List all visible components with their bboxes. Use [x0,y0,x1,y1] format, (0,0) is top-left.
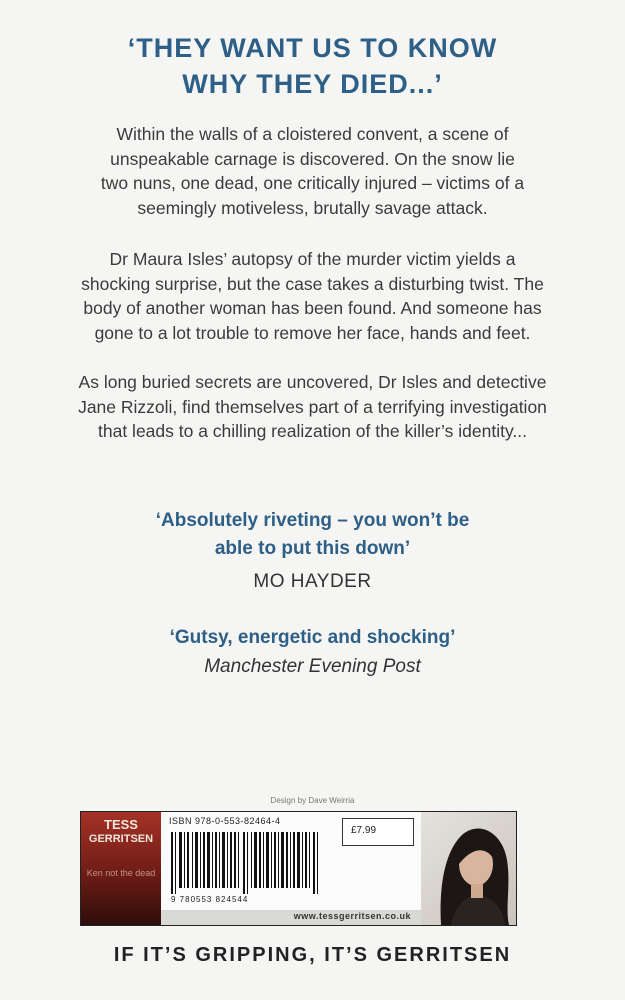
review-quote-2 [0,624,625,652]
blurb-line: unspeakable carnage is discovered. On the snow lie [110,148,515,169]
blurb-line: body of another woman has been found. And someone has [83,298,542,318]
blurb-paragraph-2 [6,247,619,345]
website-url: www.tessgerritsen.co.uk [293,911,411,921]
barcode-digits: 9 780553 824544 [171,895,249,904]
mini-cover-author-first: TESS [104,817,138,832]
barcode-panel [161,812,421,910]
mini-cover-author-last: GERRITSEN [88,833,154,845]
price-box [342,818,414,846]
blurb-line: gone to a lot trouble to remove her face, hands and feet. [94,322,531,343]
mini-cover-title: Ken not the dead [86,868,156,878]
website-bar [161,910,421,925]
blurb-line: that leads to a chilling realization of the killer’s identity... [98,421,527,441]
mini-book-cover [81,812,161,925]
headline [0,30,625,102]
quote-source-2: Manchester Evening Post [204,656,421,677]
quote-line: able to put this down’ [214,538,411,559]
quote-source-1: MO HAYDER [253,571,372,592]
blurb-line: Jane Rizzoli, find themselves part of a terrifying investigation [78,396,547,417]
headline-line-1: ‘THEY WANT US TO KNOW [127,33,498,63]
isbn-text: ISBN 978-0-553-82464-4 [169,816,281,826]
barcode-icon [171,832,331,894]
barcode-strip [80,811,517,926]
blurb-line: seemingly motiveless, brutally savage attack. [137,197,488,218]
review-quote-1 [0,507,625,563]
quote-line: ‘Gutsy, energetic and shocking’ [169,627,456,648]
price-text: £7.99 [351,825,377,836]
blurb-line: shocking surprise, but the case takes a disturbing twist. The [81,273,544,294]
author-photo [421,812,516,925]
blurb-line: two nuns, one dead, one critically injured – victims of a [100,173,525,193]
blurb-paragraph-3 [6,370,619,444]
photo-credit: Design by Dave Weirria [270,796,355,805]
blurb-line: As long buried secrets are uncovered, Dr Isles and detective [78,372,547,392]
blurb-paragraph-1 [6,122,619,220]
author-portrait-icon [421,812,516,925]
blurb-line: Within the walls of a cloistered convent, a scene of [116,124,509,144]
blurb-line: Dr Maura Isles’ autopsy of the murder victim yields a [109,249,516,269]
tagline: IF IT’S GRIPPING, IT’S GERRITSEN [113,944,512,966]
headline-line-2: WHY THEY DIED...’ [182,69,443,99]
quote-line: ‘Absolutely riveting – you won’t be [155,510,470,531]
